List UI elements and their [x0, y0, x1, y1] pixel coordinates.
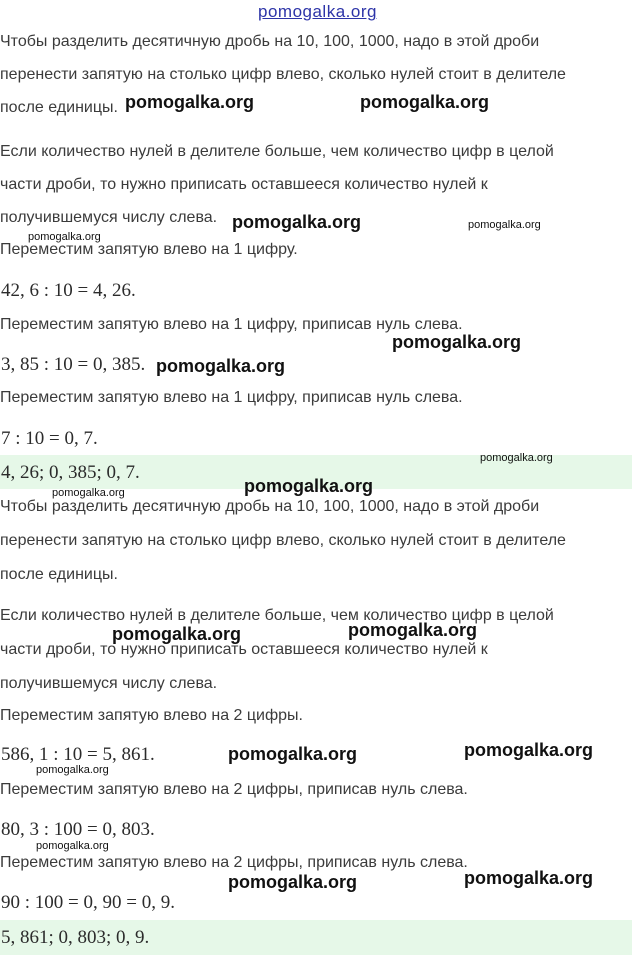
- rule-line: после единицы.: [0, 99, 118, 116]
- equation: 7 : 10 = 0, 7.: [1, 428, 98, 449]
- watermark: pomogalka.org: [360, 92, 490, 112]
- step-text: Переместим запятую влево на 1 цифру.: [0, 241, 298, 258]
- watermark: pomogalka.org: [348, 620, 478, 640]
- equation: 3, 85 : 10 = 0, 385.: [1, 354, 146, 375]
- step-text: Переместим запятую влево на 2 цифры, приписав нуль слева.: [0, 781, 468, 798]
- watermark: pomogalka.org: [244, 476, 374, 496]
- watermark: pomogalka.org: [52, 487, 125, 499]
- step-text: Переместим запятую влево на 1 цифру, приписав нуль слева.: [0, 389, 463, 406]
- answer-text: 5, 861; 0, 803; 0, 9.: [1, 927, 150, 948]
- rule-line: Чтобы разделить десятичную дробь на 10, 100, 1000, надо в этой дроби: [0, 33, 540, 50]
- rule-line: части дроби, то нужно приписать оставшееся количество нулей к: [0, 176, 488, 193]
- watermark: pomogalka.org: [464, 868, 594, 888]
- equation: 90 : 100 = 0, 90 = 0, 9.: [1, 892, 175, 913]
- equation: 80, 3 : 100 = 0, 803.: [1, 819, 155, 840]
- rule-line: Если количество нулей в делителе больше, чем количество цифр в целой: [0, 607, 554, 624]
- watermark: pomogalka.org: [468, 219, 541, 231]
- step-text: Переместим запятую влево на 2 цифры.: [0, 707, 303, 724]
- rule-line: перенести запятую на столько цифр влево, сколько нулей стоит в делителе: [0, 66, 566, 83]
- watermark: pomogalka.org: [156, 356, 286, 376]
- rule-line: получившемуся числу слева.: [0, 209, 218, 226]
- top-watermark-link[interactable]: pomogalka.org: [258, 2, 377, 21]
- watermark: pomogalka.org: [36, 840, 109, 852]
- rule-line: перенести запятую на столько цифр влево, сколько нулей стоит в делителе: [0, 532, 566, 549]
- answer-text: 4, 26; 0, 385; 0, 7.: [1, 462, 140, 483]
- watermark: pomogalka.org: [464, 740, 594, 760]
- watermark: pomogalka.org: [28, 231, 101, 243]
- step-text: Переместим запятую влево на 2 цифры, приписав нуль слева.: [0, 854, 468, 871]
- watermark: pomogalka.org: [112, 624, 242, 644]
- watermark: pomogalka.org: [480, 452, 553, 464]
- watermark: pomogalka.org: [125, 92, 255, 112]
- watermark: pomogalka.org: [36, 764, 109, 776]
- equation: 586, 1 : 10 = 5, 861.: [1, 744, 155, 765]
- equation: 42, 6 : 10 = 4, 26.: [1, 280, 136, 301]
- rule-line: после единицы.: [0, 566, 118, 583]
- watermark: pomogalka.org: [232, 212, 362, 232]
- watermark: pomogalka.org: [392, 332, 522, 352]
- rule-line: Если количество нулей в делителе больше, чем количество цифр в целой: [0, 143, 554, 160]
- step-text: Переместим запятую влево на 1 цифру, приписав нуль слева.: [0, 316, 463, 333]
- watermark: pomogalka.org: [228, 744, 358, 764]
- rule-line: части дроби, то нужно приписать оставшееся количество нулей к: [0, 641, 488, 658]
- rule-line: Чтобы разделить десятичную дробь на 10, 100, 1000, надо в этой дроби: [0, 498, 540, 515]
- rule-line: получившемуся числу слева.: [0, 675, 218, 692]
- watermark: pomogalka.org: [228, 872, 358, 892]
